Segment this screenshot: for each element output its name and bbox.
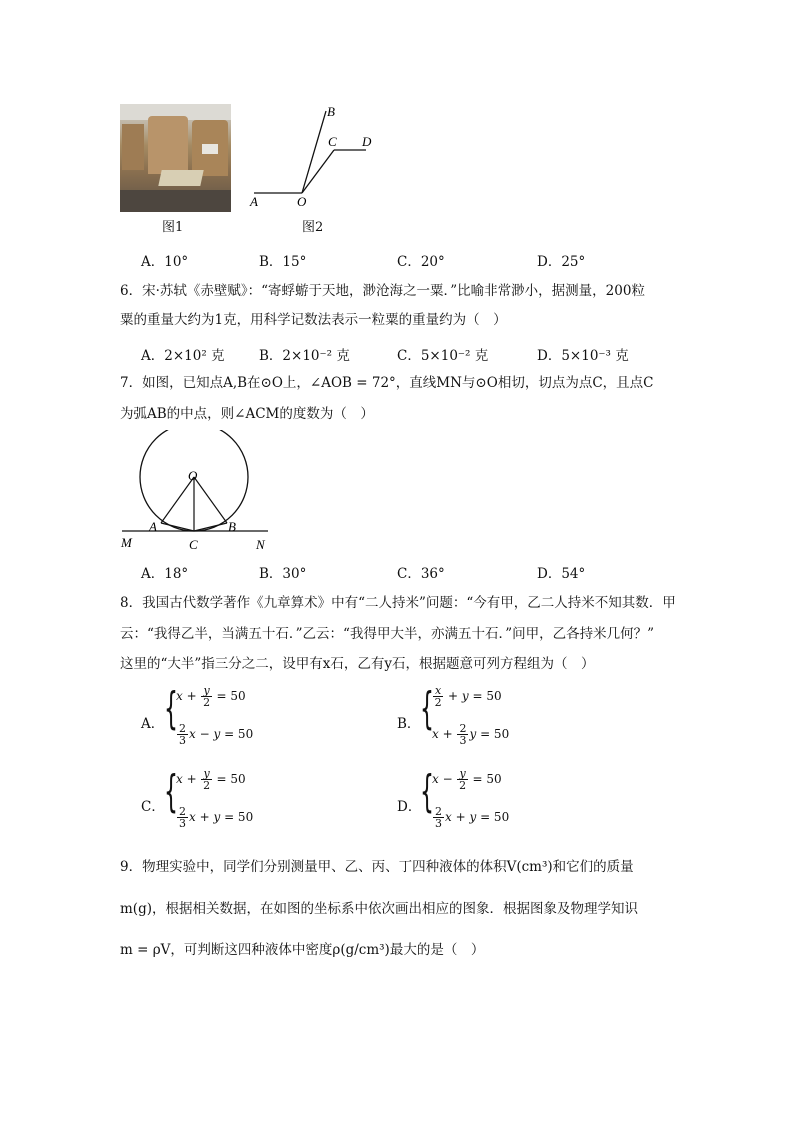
q7-option-b[interactable]: B．30° — [259, 566, 307, 582]
radius-oa — [161, 477, 194, 523]
q9-text-line1: 9．物理实验中，同学们分别测量甲、乙、丙、丁四种液体的体积V(cm³)和它们的质量 — [120, 859, 634, 875]
label-a: A — [250, 194, 258, 209]
q7-option-d[interactable]: D．54° — [537, 566, 586, 582]
q8-option-c-label[interactable]: C． — [141, 799, 165, 815]
brace-icon: { — [164, 766, 178, 817]
q7-text-line1: 7．如图，已知点A,B在⊙O上，∠AOB = 72°，直线MN与⊙O相切，切点为点C，且点C — [120, 375, 654, 391]
q7-circle-diagram — [118, 430, 278, 555]
q6-text-line2: 粟的重量大约为1克，用科学记数法表示一粒粟的重量约为（ ） — [120, 312, 507, 328]
q8-text-line3: 这里的“大半”指三分之二，设甲有x石，乙有y石，根据题意可列方程组为（ ） — [120, 656, 595, 672]
q7-text-line2: 为弧AB的中点，则∠ACM的度数为（ ） — [120, 406, 374, 422]
figure1-caption: 图1 — [162, 220, 184, 235]
label-o: O — [297, 194, 307, 209]
q8-option-a-label[interactable]: A． — [141, 716, 165, 732]
q6-option-b[interactable]: B．2×10⁻² 克 — [259, 348, 350, 364]
q7-option-c[interactable]: C．36° — [397, 566, 445, 582]
q5-option-a[interactable]: A．10° — [141, 254, 189, 270]
brace-icon: { — [420, 683, 434, 734]
figure2-caption: 图2 — [302, 220, 324, 235]
q6-option-d[interactable]: D．5×10⁻³ 克 — [537, 348, 629, 364]
q8-option-b-label[interactable]: B． — [397, 716, 421, 732]
label-a: A — [149, 519, 157, 534]
q6-option-a[interactable]: A．2×10² 克 — [141, 348, 225, 364]
q5-option-b[interactable]: B．15° — [259, 254, 307, 270]
label-b: B — [228, 519, 236, 534]
label-m: M — [121, 535, 132, 550]
brace-icon: { — [420, 766, 434, 817]
q5-option-d[interactable]: D．25° — [537, 254, 586, 270]
q5-option-c[interactable]: C．20° — [397, 254, 445, 270]
q6-option-c[interactable]: C．5×10⁻² 克 — [397, 348, 489, 364]
radius-ob — [194, 477, 227, 523]
figure2-angle-diagram — [246, 100, 386, 215]
q8-text-line2: 云：“我得乙半，当满五十石．”乙云：“我得甲大半，亦满五十石．”问甲，乙各持米几何？” — [120, 626, 655, 642]
q9-text-line3: m = ρV，可判断这四种液体中密度ρ(g/cm³)最大的是（ ） — [120, 942, 485, 958]
q6-text-line1: 6．宋·苏轼《赤壁赋》：“寄蜉蝣于天地，渺沧海之一粟．”比喻非常渺小，据测量，200粒 — [120, 283, 645, 299]
label-n: N — [256, 537, 265, 552]
ray-ob — [302, 111, 326, 193]
train-seat-photo — [120, 104, 231, 212]
label-d: D — [362, 134, 372, 149]
segment-oc — [302, 150, 334, 193]
label-b: B — [327, 104, 335, 119]
chord-bc — [194, 523, 227, 531]
q8-option-d-label[interactable]: D． — [397, 799, 422, 815]
label-c: C — [328, 134, 337, 149]
brace-icon: { — [164, 683, 178, 734]
label-c: C — [189, 537, 198, 552]
label-o: O — [188, 468, 198, 483]
chord-ac — [161, 523, 194, 531]
q9-text-line2: m(g)，根据相关数据，在如图的坐标系中依次画出相应的图象．根据图象及物理学知识 — [120, 901, 638, 917]
q7-option-a[interactable]: A．18° — [141, 566, 189, 582]
q8-text-line1: 8．我国古代数学著作《九章算术》中有“二人持米”问题：“今有甲，乙二人持米不知其数．甲 — [120, 595, 676, 611]
